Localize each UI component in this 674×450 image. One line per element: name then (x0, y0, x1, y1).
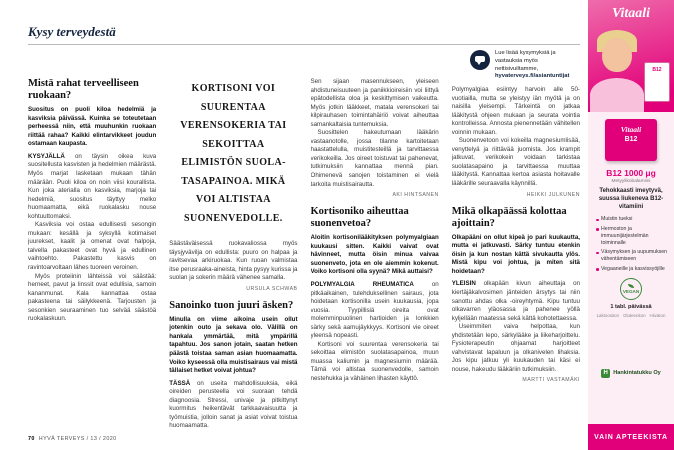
answer-paragraph: Polymyalgiaa esiintyy harvoin alle 50-vuotiailla, mutta se yleistyy iän myötä ja on naisilla yleisempi. Tärkeintä on jatkaa lääkitystä ohjeen mukaan ja seurata vointia kontrolleissa. Annosta pienennetään vähitellen voinnin mukaan. (451, 86, 580, 136)
question-text: Suositus on puoli kiloa hedelmiä ja kasviksia päivässä. Kuinka se toteutetaan perheessä niin, että muuhunkin ruokaan riittää rahaa? Kaikki elintarvikkeet joudun ostamaan kaupasta. (28, 106, 157, 148)
product-claim: Tehokkaasti imeytyvä, suussa liukeneva B12-vitamiini (598, 188, 664, 210)
page-footer (28, 436, 117, 442)
answer-paragraph: Suonenvetoon voi kokeilla magnesiumlisää, venyttelyä ja riittävää juomista. Jos krampit jatkuvat, verikokein voidaan tarkistaa suolatasapaino ja tarvittaessa muuttaa lääkitystä. Kannattaa kertoa asiasta hoitavalle lääkärille seuraavalla käynnillä. (451, 137, 580, 188)
vegan-badge-row (588, 276, 674, 302)
answer-paragraph (169, 380, 297, 428)
ad-photo-woman-shoulder (590, 78, 644, 112)
web-promo-lead: Lue lisää kysymyksiä ja vastauksia myös nettisivuiltamme, (495, 50, 556, 72)
product-box (605, 119, 657, 161)
answer-paragraph (452, 280, 580, 323)
question-text: Minulla on viime aikoina usein ollut jotenkin outo ja sekava olo. Välillä on hankala ymmärtää, mitä ympärillä tapahtuu. Jos sanon jotain, saatan hetken päästä toistaa saman asian huomaamatta. Voiko kyseessä olla muistisairaus vai mistä tällaiset hetket voivat johtua? (169, 315, 298, 375)
website-link[interactable]: hyvaterveys.fi/asiantuntijat (495, 73, 570, 80)
product-packshot (588, 112, 674, 168)
magazine-issue: HYVÄ TERVEYS / 13 / 2020 (38, 436, 117, 442)
benefit-item: Vegaaneille ja kasvissyöjille (596, 266, 668, 273)
answer-paragraph (311, 281, 439, 341)
article-column-4 (452, 56, 580, 428)
vegan-badge (620, 278, 642, 300)
question-text: Aloitin kortisonilääkityksen polymyalgiaan kuukausi sitten. Kaikki vaivat ovat hävinneet, mutta öisin minua vaivaa suonenveto, jota en ole aiemmin kokenut. Voiko kortisoni olla syynä? Mikä auttaisi? (310, 234, 439, 276)
availability-banner: VAIN APTEEKISTA (588, 424, 674, 450)
benefit-item: Väsymyksen ja uupumuksen vähentämiseen (596, 249, 668, 263)
product-features (588, 310, 674, 321)
answer-paragraph: Useimmiten vaiva helpottaa, kun yhdistetään lepo, särkylääke ja liikeharjoittelu. Fysioterapeutin ohjaamat harjoitteet vahvistavat lapaluun ja olkanivelen lihaksia. Jos kipu jatkuu yli kuukauden tai käsi ei nouse, hakeudu lääkäriin tutkimuksiin. (451, 323, 580, 373)
answer-text: on täysin oikea kuva suositellusta kasvisten ja hedelmien määrästä. Myös marjat lasketaan mukaan tähän määrään. Puoli kiloa on noin viisi kourallista. Kun joka aterialla on kasviksia, marjoja tai hedelmiä, suositus täyttyy melko huomaamatta, eikä ruokalasku nouse kohtuuttomaksi. (28, 152, 157, 220)
dosage-text: 1 tabl. päivässä (610, 303, 652, 310)
question-text: Olkapääni on ollut kipeä jo pari kuukautta, mutta ei jatkuvasti. Särky tuntuu etenkin öisin ja kun nostan kättä sivukautta ylös. Mistä kipu voi johtua, ja miten sitä hoidetaan? (451, 233, 580, 275)
ad-photo-product-box (644, 62, 670, 102)
product-title (588, 168, 674, 184)
product-box-brand: Vitaali (620, 125, 642, 134)
company-row (588, 321, 674, 425)
expert-signature: AKI HINTSANEN (392, 192, 439, 199)
article-column-2 (169, 56, 297, 428)
answer-paragraph: Säästäväisessä ruokavaliossa myös täysjyvävilja on edullista: puuro on halpaa ja ravitsevaa arkiruokaa. Kun ruoan valmistaa itse perusraaka-aineista, hinta pysyy kurissa ja suolan ja sokerin määrä vähenee samalla. (169, 240, 298, 282)
expert-signature: HEIKKI JULKUNEN (526, 191, 580, 198)
lead-word: POLYMYALGIA RHEUMATICA (310, 280, 414, 288)
answer-paragraph (28, 153, 156, 221)
product-subtitle: Metyylikobalamiini (611, 179, 651, 184)
answer-paragraph: Sen sijaan masennukseen, yleiseen ahdistuneisuuteen ja paniikkioireisiin voi liittyä epätodellista oloa ja keskittymisen vaikeutta. Myös jotkin lääkkeet, matala verensokeri tai kilpirauhasen toimintahäiriö voivat aiheuttaa samankaltaisia tuntemuksia. (310, 78, 439, 128)
company-logo-icon: H (601, 369, 610, 378)
question-title: Kortisoniko aiheuttaa suonenvetoa? (310, 206, 409, 230)
article-columns (28, 56, 580, 428)
product-box-label: B12 (624, 135, 638, 143)
brand-logo: Vitaali (611, 6, 651, 21)
feature-item: Laktoositon (596, 312, 620, 318)
expert-signature: MARTTI VASTAMÄKI (522, 377, 580, 384)
benefit-item: Hermoston ja immuunijärjestelmän toiminnalle (596, 226, 668, 247)
mini-pack-label: B12 (652, 67, 662, 73)
feature-item: Gluteeniton (623, 312, 646, 318)
page-number: 70 (28, 436, 35, 442)
header-divider (28, 44, 580, 45)
question-title: Sanoinko tuon juuri äsken? (169, 299, 294, 311)
leaf-icon (628, 284, 634, 288)
lead-word: YLEISIN (451, 280, 476, 288)
answer-text: olkapään kivun aiheuttaja on kiertäjäkalvosimen jänteiden ärsytys tai niin sanottu ahdas olka -oireyhtymä. Kipu tuntuu olkavarren yläosassa ja pahenee yöllä kyljellään maatessa sekä kättä kohotettaessa. (451, 280, 580, 322)
answer-text: on pitkäaikainen, tulehduksellinen sairaus, jota hoidetaan kortisonilla usein kuukausia, jopa vuosia. Tyypillisiä oireita ovat molemminpuolinen hartioiden ja lonkkien särky sekä aamujäykkyys. Kortisoni vie oireet yleensä nopeasti. (310, 280, 439, 340)
vegan-badge-label: VEGAN (622, 288, 640, 294)
ad-hero-photo (588, 0, 674, 112)
question-title: Mistä rahat terveelliseen ruokaan? (28, 78, 139, 102)
lead-word: TÄSSÄ (169, 379, 191, 387)
answer-paragraph: Kortisoni voi suurentaa verensokeria tai sekoittaa elimistön suolatasapainoa, muun muassa kaliumin ja magnesiumin määrää. Tämä voi altistaa suonenvedolle, samoin nestehukka ja vähäinen lihasten käyttö. (310, 340, 439, 382)
article-column-3 (311, 56, 439, 428)
lead-word: KYSYJÄLLÄ (28, 152, 65, 160)
question-title: Mikä olkapäässä kolottaa ajoittain? (451, 205, 567, 229)
benefit-item: Muistin tueksi (596, 216, 668, 223)
feature-item: Hiivaton (649, 312, 666, 318)
expert-signature: URSULA SCHWAB (246, 285, 298, 292)
advertisement[interactable] (588, 0, 674, 450)
ad-photo-woman-face (602, 38, 632, 72)
article-column-1 (28, 56, 156, 428)
section-title: Kysy terveydestä (28, 24, 116, 39)
answer-paragraph: Myös proteiinin lähteissä voi säästää: herneet, pavut ja linssit ovat edullisia, samoin kananmunat. Kala kannattaa ostaa pakasteena tai säilykkeenä. Tarjousten ja sesonkien seuraaminen tuo selvää säästöä ruokalaskuun. (28, 272, 157, 323)
product-benefits-list (588, 213, 674, 275)
product-name: B12 1000 μg (606, 168, 656, 178)
company-name: Hankintatukku Oy (613, 370, 661, 377)
answer-paragraph: Suosittelen hakeutumaan lääkärin vastaanotolle, jossa tilanne kartoitetaan haastattelulla, muistitesteillä ja tarvittaessa verikokeilla. Jos oireet toistuvat tai pahenevat, tutkimuksiin kannattaa mennä pian. Ohimenevä sanojen toistaminen ei vielä tarkoita muistisairautta. (310, 129, 439, 188)
answer-paragraph: Kasviksia voi ostaa edullisesti sesongin mukaan: kesällä ja syksyllä kotimaiset juurekset, kaalit ja omenat ovat halpoja, talvella pakasteet ovat hyvä ja edullinen vaihtoehto. Pakastettu kasvis on ravintoarvoltaan lähes tuoreen veroinen. (28, 221, 157, 271)
pull-quote: KORTISONI VOI SUURENTAA VERENSOKERIA TAI SEKOITTAA ELIMISTÖN SUOLATASAPAINOA. MIKÄ VOI ALTISTAA SUONENVEDOLLE. (180, 83, 287, 224)
answer-text: on useita mahdollisuuksia, eikä oireiden perusteella voi suoraan tehdä diagnoosia. Stressi, univaje ja pitkittynyt kuormitus heikentävät tarkkaavaisuutta ja työmuistia, jolloin sanat ja asiat voivat toistua huomaamatta. (169, 379, 298, 428)
